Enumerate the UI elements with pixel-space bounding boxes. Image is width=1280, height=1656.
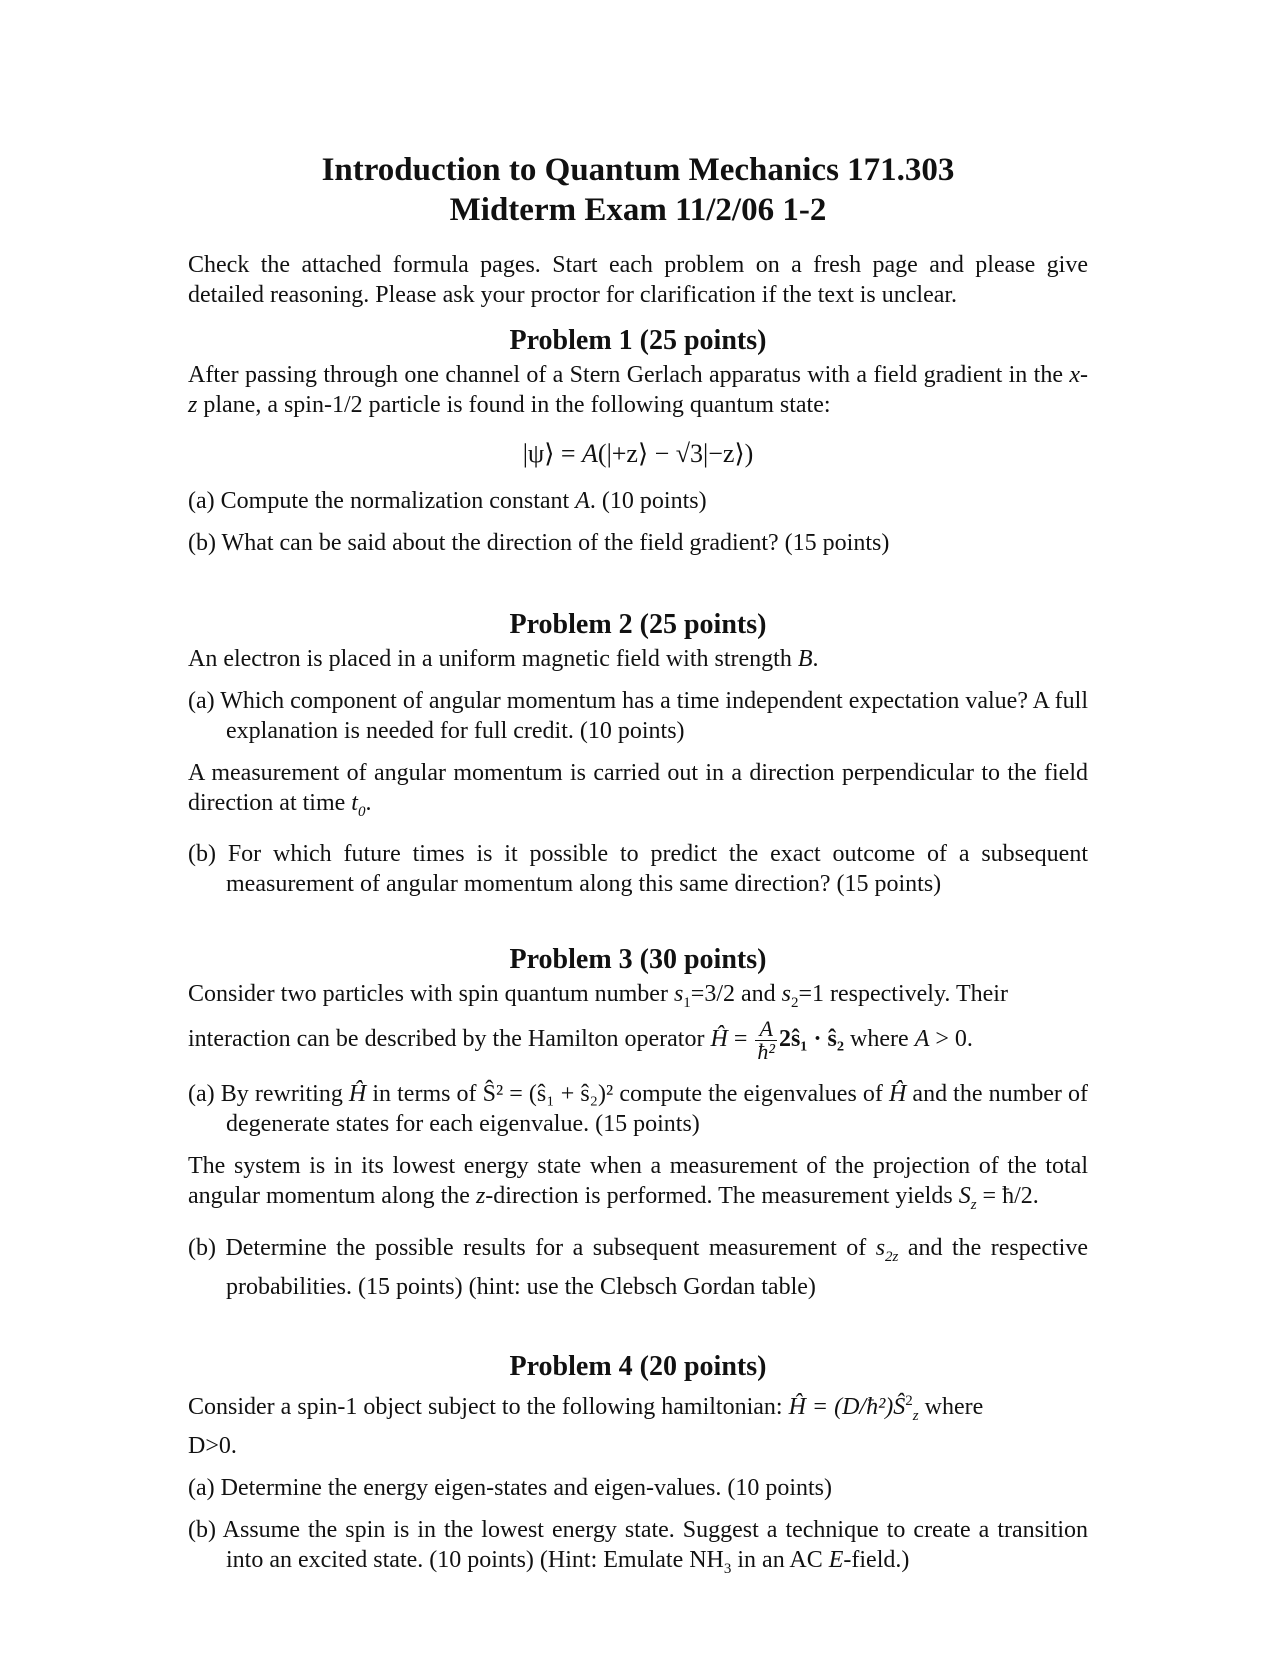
problem-3-measurement: The system is in its lowest energy state when a measurement of the projection of the total angular momentum along the z-direction is performed. The measurement yields $S_z$ = ħ/2. bbox=[188, 1152, 1088, 1213]
problem-2-measurement: A measurement of angular momentum is carried out in a direction perpendicular to the field direction at time $t_0$. bbox=[188, 760, 1088, 820]
problem-4-statement: Consider a spin-1 object subject to the following hamiltonian: Ĥ = $(D/ħ^2)Ŝ^2_z$ where D>0. bbox=[188, 1393, 984, 1459]
exam-title bbox=[188, 150, 1088, 230]
problem-1b: (b) What can be said about the direction of the field gradient? (15 points) bbox=[188, 530, 890, 556]
problem-1-title: Problem 1 (25 points) bbox=[509, 325, 767, 356]
problem-1a: (a) Compute the normalization constant A. (10 points) bbox=[188, 488, 707, 514]
problem-2a: (a) Which component of angular momentum has a time independent expectation value? A full explanation is needed for full credit. (10 points) bbox=[188, 688, 1088, 744]
problem-2b: (b) For which future times is it possible to predict the exact outcome of a subsequent measurement of angular momentum along this same direction? (15 points) bbox=[188, 840, 1088, 897]
problem-3-statement-1: Consider two particles with spin quantum number $s_1=3/2$ and $s_2=1$ respectively. Their bbox=[188, 980, 1008, 1011]
problem-2-title: Problem 2 (25 points) bbox=[509, 609, 767, 640]
problem-4-title: Problem 4 (20 points) bbox=[509, 1351, 767, 1383]
problem-1-statement: After passing through one channel of a Stern Gerlach apparatus with a field gradient in the x-z plane, a spin-1/2 particle is found in the following quantum state: bbox=[188, 362, 1088, 418]
title-line-1: Introduction to Quantum Mechanics 171.303 bbox=[321, 152, 955, 188]
exam-page bbox=[188, 150, 1088, 1584]
problem-4b: (b) Assume the spin is in the lowest energy state. Suggest a technique to create a transition into an excited state. (10 points) (Hint: Emulate $NH_3$ in an AC E-field.) bbox=[188, 1516, 1088, 1577]
title-line-2: Midterm Exam 11/2/06 1-2 bbox=[449, 192, 827, 228]
problem-4a: (a) Determine the energy eigen-states and eigen-values. (10 points) bbox=[188, 1474, 832, 1501]
problem-3-hamiltonian: interaction can be described by the Hamilton operator Ĥ = $\frac{A}{\text{ħ²}}$ 2ŝ₁ · ŝ₂ where A > 0. bbox=[188, 1015, 973, 1064]
problem-3b: (b) Determine the possible results for a subsequent measurement of $s_{2z}$ and the respective probabilities. (15 points) (hint: use the Clebsch Gordan table) bbox=[188, 1235, 1089, 1301]
hamiltonian-fraction: $\frac{A}{\text{ħ²}}$ bbox=[757, 1015, 775, 1064]
problem-2-statement: An electron is placed in a uniform magnetic field with strength B. bbox=[188, 646, 819, 672]
problem-3a: (a) By rewriting Ĥ in terms of Ŝ² = (ŝ₁ + ŝ₂)² compute the eigenvalues of Ĥ and the number of degenerate states for each eigenvalue. (15 points) bbox=[188, 1080, 1088, 1137]
problem-3-title: Problem 3 (30 points) bbox=[509, 943, 767, 975]
problem-1-state-equation: |ψ⟩ = A(|+z⟩ − √3|−z⟩) bbox=[522, 439, 754, 468]
instructions: Check the attached formula pages. Start each problem on a fresh page and please give detailed reasoning. Please ask your proctor for clarification if the text is unclear. bbox=[188, 252, 1088, 308]
